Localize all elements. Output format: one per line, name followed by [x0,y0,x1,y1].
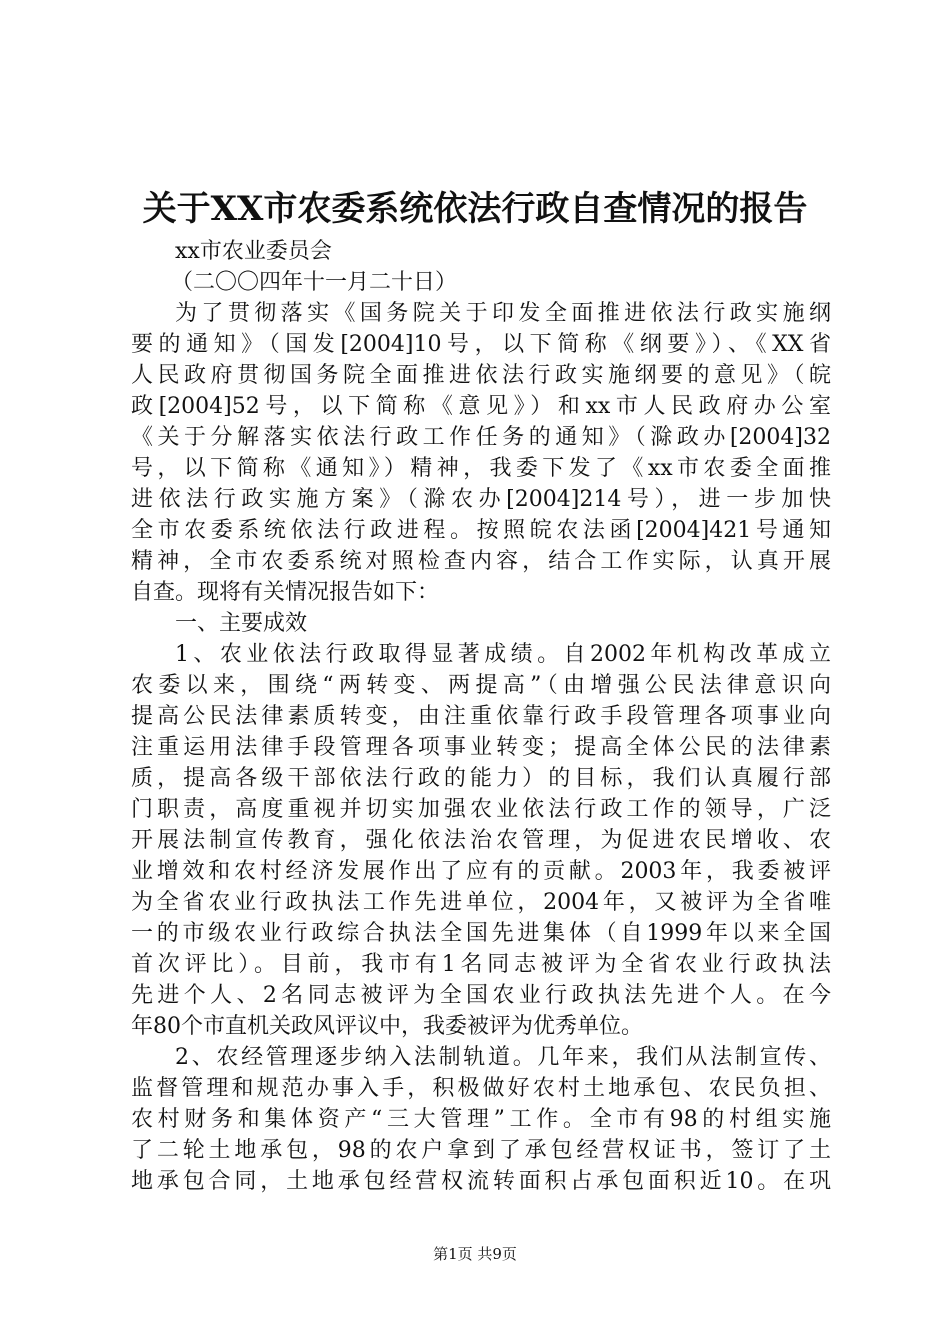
paragraph-line: 为了贯彻落实《国务院关于印发全面推进依法行政实施纲 [175,301,831,326]
paragraph-line: 精神，全市农委系统对照检查内容，结合工作实际，认真开展 [131,549,831,574]
date-line: （二〇〇四年十一月二十日） [171,270,458,295]
paragraph-line: 一的市级农业行政综合执法全国先进集体（自1999年以来全国 [131,921,831,946]
paragraph-line: 提高公民法律素质转变，由注重依靠行政手段管理各项事业向 [131,704,831,729]
paragraph-line: 年80个市直机关政风评议中，我委被评为优秀单位。 [131,1014,643,1039]
paragraph-line: 人民政府贯彻国务院全面推进依法行政实施纲要的意见》（皖 [131,363,831,388]
author-line: xx市农业委员会 [175,239,332,264]
page-footer: 第1页 共9页 [433,1245,517,1263]
paragraph-line: 首次评比）。目前，我市有1名同志被评为全省农业行政执法 [131,952,831,977]
paragraph-line: 开展法制宣传教育，强化依法治农管理，为促进农民增收、农 [131,828,831,853]
paragraph-line: 门职责，高度重视并切实加强农业依法行政工作的领导，广泛 [131,797,831,822]
paragraph-line: 2、农经管理逐步纳入法制轨道。几年来，我们从法制宣传、 [175,1045,831,1070]
paragraph-line: 农委以来，围绕“两转变、两提高”（由增强公民法律意识向 [131,673,831,698]
document-body [131,236,831,1197]
paragraph-line: 质，提高各级干部依法行政的能力）的目标，我们认真履行部 [131,766,831,791]
paragraph-line: 1、农业依法行政取得显著成绩。自2002年机构改革成立 [175,642,831,667]
paragraph-line: 进依法行政实施方案》（滁农办[2004]214号），进一步加快 [131,487,831,512]
paragraph-line: 监督管理和规范办事入手，积极做好农村土地承包、农民负担、 [131,1076,831,1101]
paragraph-line: 了二轮土地承包，98的农户拿到了承包经营权证书，签订了土 [131,1138,831,1163]
paragraph-line: 《关于分解落实依法行政工作任务的通知》（滁政办[2004]32 [131,425,831,450]
paragraph-line: 业增效和农村经济发展作出了应有的贡献。2003年，我委被评 [131,859,831,884]
paragraph-line: 号，以下简称《通知》）精神，我委下发了《xx市农委全面推 [131,456,831,481]
paragraph-line: 全市农委系统依法行政进程。按照皖农法函[2004]421号通知 [131,518,831,543]
document-title: 关于XX市农委系统依法行政自查情况的报告 [142,189,808,229]
paragraph-line: 地承包合同，土地承包经营权流转面积占承包面积近10。在巩 [131,1169,831,1194]
paragraph-line: 为全省农业行政执法工作先进单位，2004年，又被评为全省唯 [131,890,831,915]
paragraph-line: 要的通知》（国发[2004]10号，以下简称《纲要》）、《XX省 [131,332,831,357]
paragraph-line: 农村财务和集体资产“三大管理”工作。全市有98的村组实施 [131,1107,831,1132]
paragraph-line: 先进个人、2名同志被评为全国农业行政执法先进个人。在今 [131,983,831,1008]
section-heading: 一、主要成效 [175,611,308,636]
paragraph-line: 注重运用法律手段管理各项事业转变；提高全体公民的法律素 [131,735,831,760]
paragraph-line: 政[2004]52号，以下简称《意见》）和xx市人民政府办公室 [131,394,831,419]
paragraph-line: 自查。现将有关情况报告如下： [131,580,440,605]
